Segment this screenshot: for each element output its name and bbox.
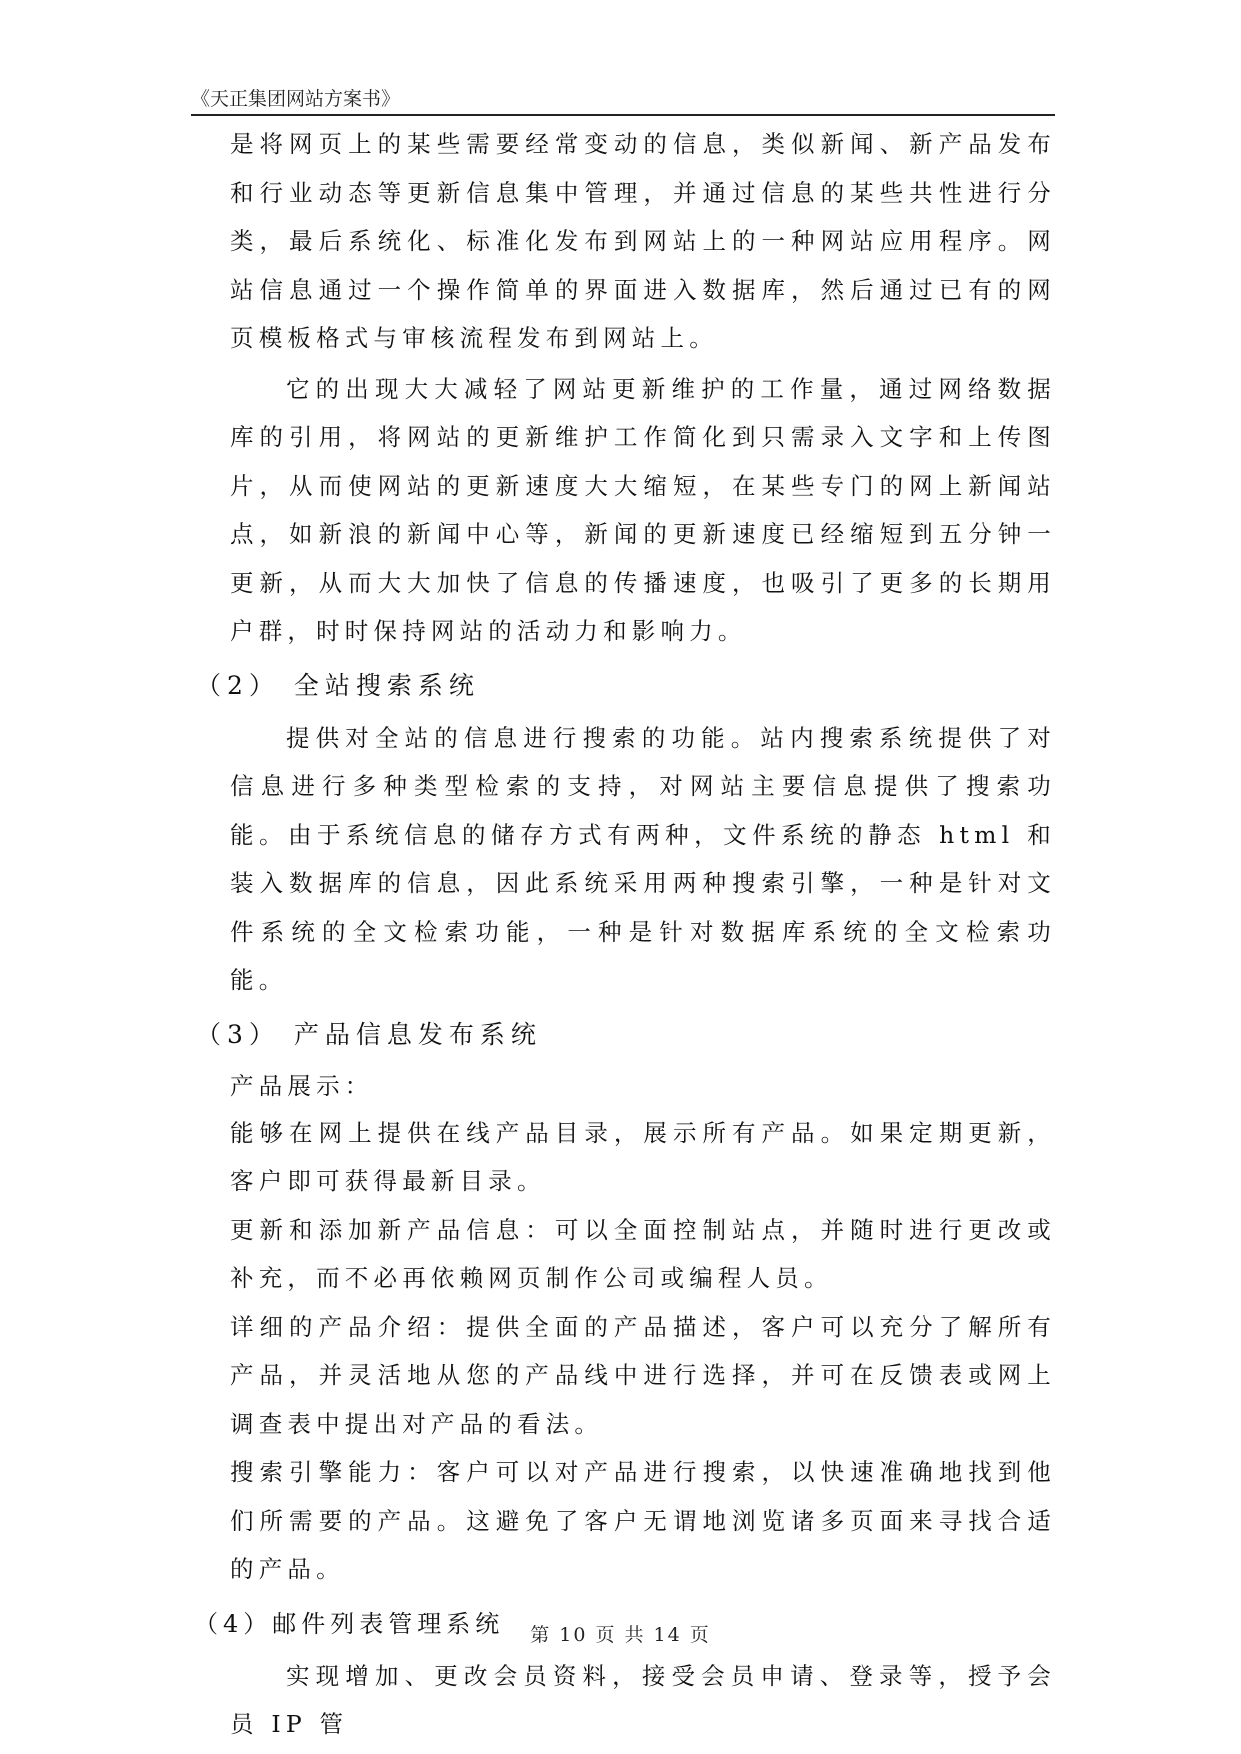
document-header-title: 《天正集团网站方案书》: [191, 88, 401, 110]
page-body: [194, 120, 1056, 1749]
paragraph-product-search: 搜索引擎能力：客户可以对产品进行搜索，以快速准确地找到他们所需要的产品。这避免了客户无谓地浏览诸多页面来寻找合适的产品。: [230, 1458, 1056, 1583]
header-divider: [191, 114, 1055, 116]
paragraph-site-search: 提供对全站的信息进行搜索的功能。站内搜索系统提供了对信息进行多种类型检索的支持，对网站主要信息提供了搜索功能。由于系统信息的储存方式有两种，文件系统的静态 html 和装入数据库的信息，因此系统采用两种搜索引擎，一种是针对文件系统的全文检索功能，一种是针对数据库系统的全文检索功能。: [230, 723, 1056, 994]
section-heading-site-search: （2） 全站搜索系统: [196, 670, 480, 700]
paragraph-cms-benefits: 它的出现大大减轻了网站更新维护的工作量，通过网络数据库的引用，将网站的更新维护工作简化到只需录入文字和上传图片，从而使网站的更新速度大大缩短，在某些专门的网上新闻站点，如新浪的新闻中心等，新闻的更新速度已经缩短到五分钟一更新，从而大大加快了信息的传播速度，也吸引了更多的长期用户群，时时保持网站的活动力和影响力。: [230, 374, 1056, 645]
paragraph-member-management: 实现增加、更改会员资料，接受会员申请、登录等，授予会员 IP 管: [230, 1661, 1056, 1738]
paragraph-product-catalog: 能够在网上提供在线产品目录，展示所有产品。如果定期更新，客户即可获得最新目录。: [230, 1118, 1056, 1195]
paragraph-product-details: 详细的产品介绍：提供全面的产品描述，客户可以充分了解所有产品，并灵活地从您的产品线中进行选择，并可在反馈表或网上调查表中提出对产品的看法。: [230, 1312, 1056, 1438]
subheading-product-display: 产品展示：: [230, 1071, 374, 1100]
section-heading-product-publishing: （3） 产品信息发布系统: [196, 1019, 542, 1049]
page-number-footer: 第 10 页 共 14 页: [530, 1624, 711, 1646]
paragraph-product-update: 更新和添加新产品信息：可以全面控制站点，并随时进行更改或补充，而不必再依赖网页制作公司或编程人员。: [230, 1215, 1056, 1292]
section-heading-mailing-list: （4）邮件列表管理系统: [194, 1609, 505, 1638]
paragraph-cms-description: 是将网页上的某些需要经常变动的信息，类似新闻、新产品发布和行业动态等更新信息集中管理，并通过信息的某些共性进行分类，最后系统化、标准化发布到网站上的一种网站应用程序。网站信息通过一个操作简单的界面进入数据库，然后通过已有的网页模板格式与审核流程发布到网站上。: [230, 130, 1056, 352]
